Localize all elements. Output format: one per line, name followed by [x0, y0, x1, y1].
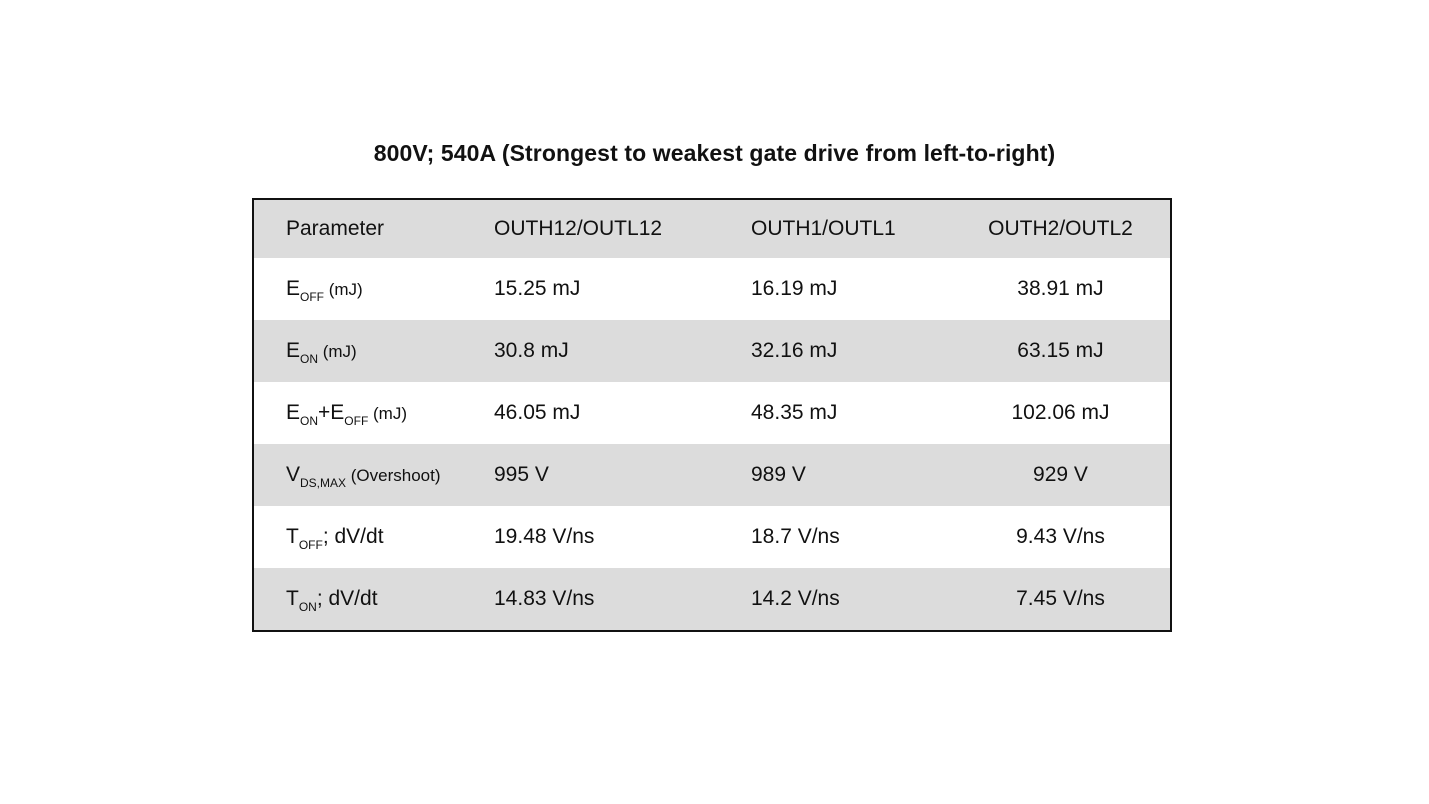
param-symbol: T	[286, 525, 299, 548]
parameter-table	[252, 198, 1172, 632]
header-outh1-outl1: OUTH1/OUTL1	[751, 217, 896, 240]
header-outh12-outl12: OUTH12/OUTL12	[494, 217, 663, 240]
param-unit: (mJ)	[324, 280, 363, 299]
cell-value: 46.05 mJ	[494, 401, 581, 424]
param-subscript: OFF	[298, 538, 323, 552]
row-parameter	[254, 258, 494, 320]
param-subscript: OFF	[300, 290, 325, 304]
table-row	[254, 568, 1170, 630]
cell-value: 929 V	[1033, 463, 1088, 486]
cell-value: 32.16 mJ	[751, 339, 838, 362]
param-subscript: ON	[300, 352, 319, 366]
cell-value: 16.19 mJ	[751, 277, 838, 300]
cell-value: 48.35 mJ	[751, 401, 838, 424]
cell-value: 15.25 mJ	[494, 277, 581, 300]
cell-value: 989 V	[751, 463, 806, 486]
cell-value: 14.2 V/ns	[751, 587, 840, 610]
header-parameter: Parameter	[286, 217, 385, 240]
cell-value: 9.43 V/ns	[1016, 525, 1105, 548]
row-parameter	[254, 506, 494, 568]
table-title: 800V; 540A (Strongest to weakest gate drive from left-to-right)	[373, 140, 1056, 166]
table-row	[254, 320, 1170, 382]
param-symbol: T	[286, 587, 299, 610]
header-outh2-outl2: OUTH2/OUTL2	[988, 217, 1133, 240]
param-symbol: E	[286, 339, 301, 362]
cell-value: 14.83 V/ns	[494, 587, 595, 610]
param-unit: (Overshoot)	[346, 466, 441, 485]
comparison-table	[254, 200, 1170, 630]
param-suffix: ; dV/dt	[322, 525, 384, 548]
row-parameter	[254, 320, 494, 382]
param-symbol: V	[286, 463, 301, 486]
cell-value: 19.48 V/ns	[494, 525, 595, 548]
param-unit: (mJ)	[368, 404, 408, 423]
table-row	[254, 258, 1170, 320]
table-row	[254, 506, 1170, 568]
row-parameter	[254, 568, 494, 630]
cell-value: 995 V	[494, 463, 549, 486]
cell-value: 63.15 mJ	[1017, 339, 1104, 362]
cell-value: 7.45 V/ns	[1016, 587, 1105, 610]
cell-value: 18.7 V/ns	[751, 525, 840, 548]
param-symbol: E	[286, 401, 301, 424]
param-symbol-2: +E	[318, 401, 345, 424]
param-subscript: DS,MAX	[300, 476, 347, 490]
table-row	[254, 382, 1170, 444]
param-suffix: ; dV/dt	[316, 587, 378, 610]
param-subscript-2: OFF	[344, 414, 369, 428]
cell-value: 38.91 mJ	[1017, 277, 1104, 300]
row-parameter	[254, 444, 494, 506]
param-subscript: ON	[300, 414, 319, 428]
param-unit: (mJ)	[318, 342, 357, 361]
row-parameter	[254, 382, 494, 444]
table-row	[254, 444, 1170, 506]
param-symbol: E	[286, 277, 301, 300]
param-subscript: ON	[298, 600, 317, 614]
cell-value: 102.06 mJ	[1011, 401, 1110, 424]
table-header-row	[254, 200, 1170, 258]
cell-value: 30.8 mJ	[494, 339, 569, 362]
